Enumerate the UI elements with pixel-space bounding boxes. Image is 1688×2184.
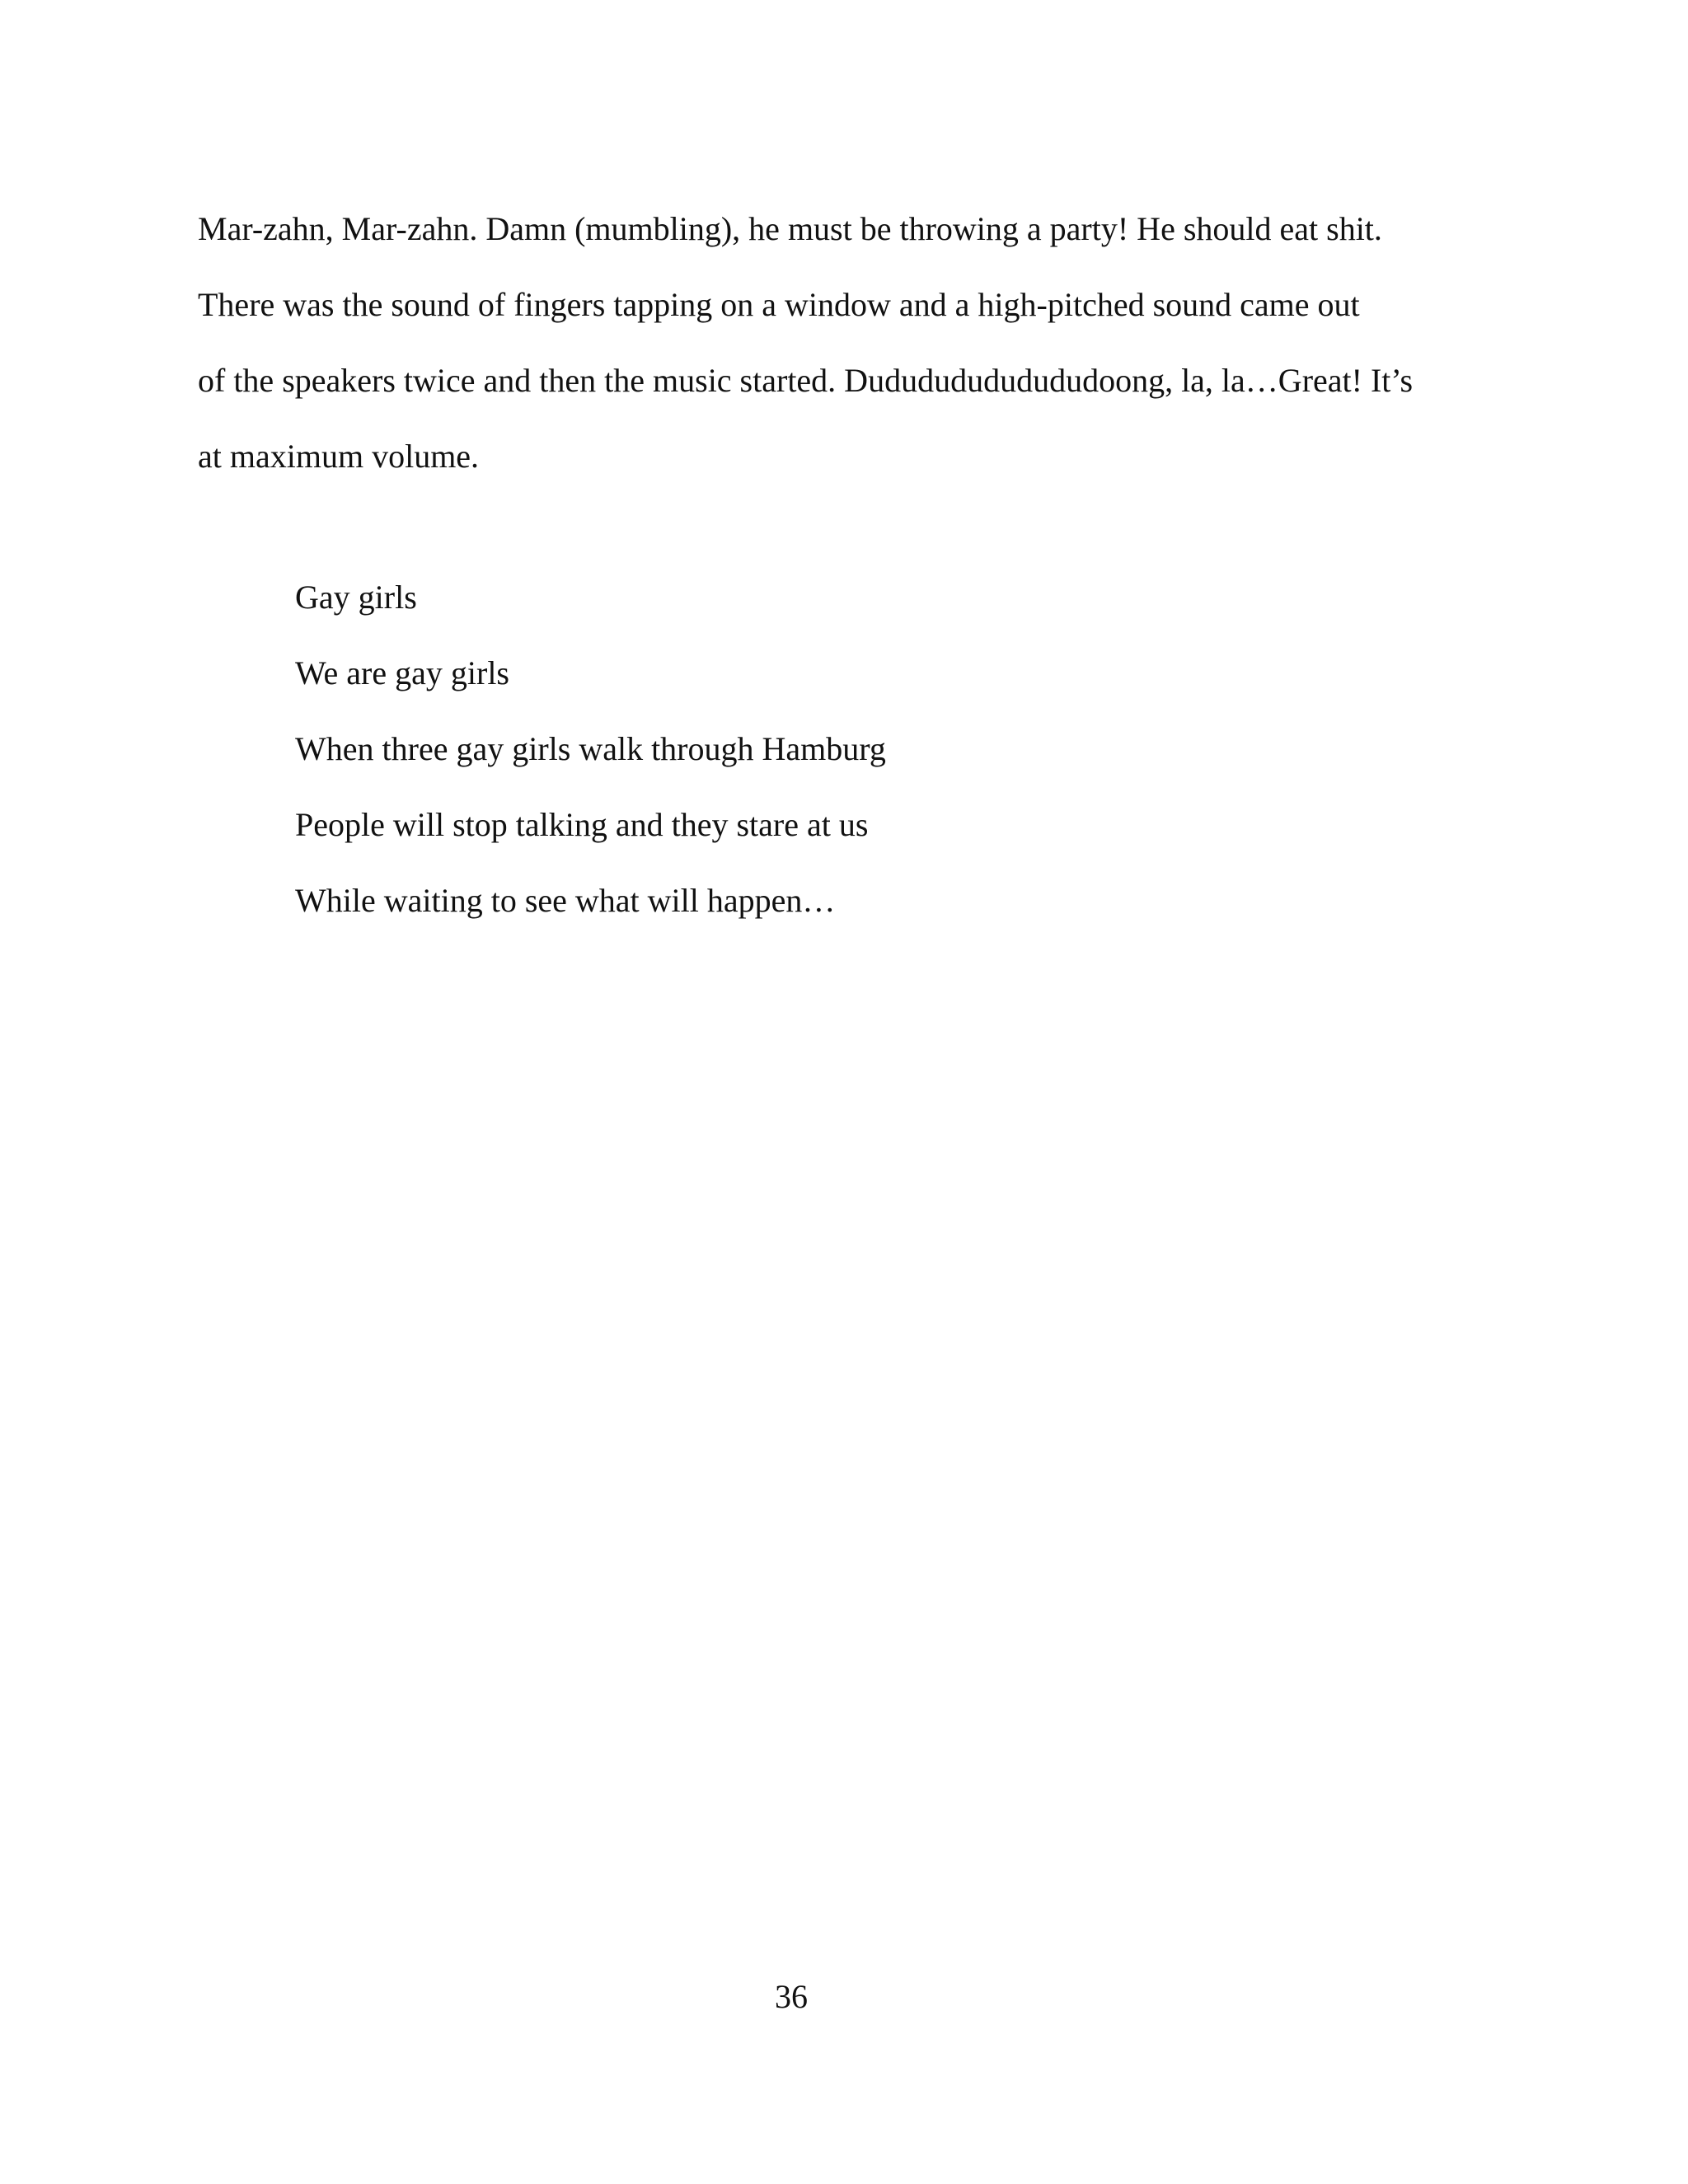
lyric-line: When three gay girls walk through Hamburg	[295, 730, 886, 767]
lyric-line: While waiting to see what will happen…	[295, 882, 836, 919]
page-number: 36	[775, 1978, 808, 2015]
paragraph-line: at maximum volume.	[198, 438, 480, 475]
paragraph-line: Mar-zahn, Mar-zahn. Damn (mumbling), he must be throwing a party! He should eat shit.	[198, 210, 1382, 247]
paragraph-line: of the speakers twice and then the music started. Dudududududududoong, la, la…Great! It’s	[198, 362, 1414, 399]
body-paragraph	[198, 191, 1434, 494]
paragraph-line: There was the sound of fingers tapping on a window and a high-pitched sound came out	[198, 286, 1360, 323]
lyric-line: People will stop talking and they stare at us	[295, 806, 869, 843]
lyric-line: Gay girls	[295, 579, 417, 616]
song-lyrics-block	[295, 560, 1367, 939]
lyric-line: We are gay girls	[295, 654, 509, 691]
